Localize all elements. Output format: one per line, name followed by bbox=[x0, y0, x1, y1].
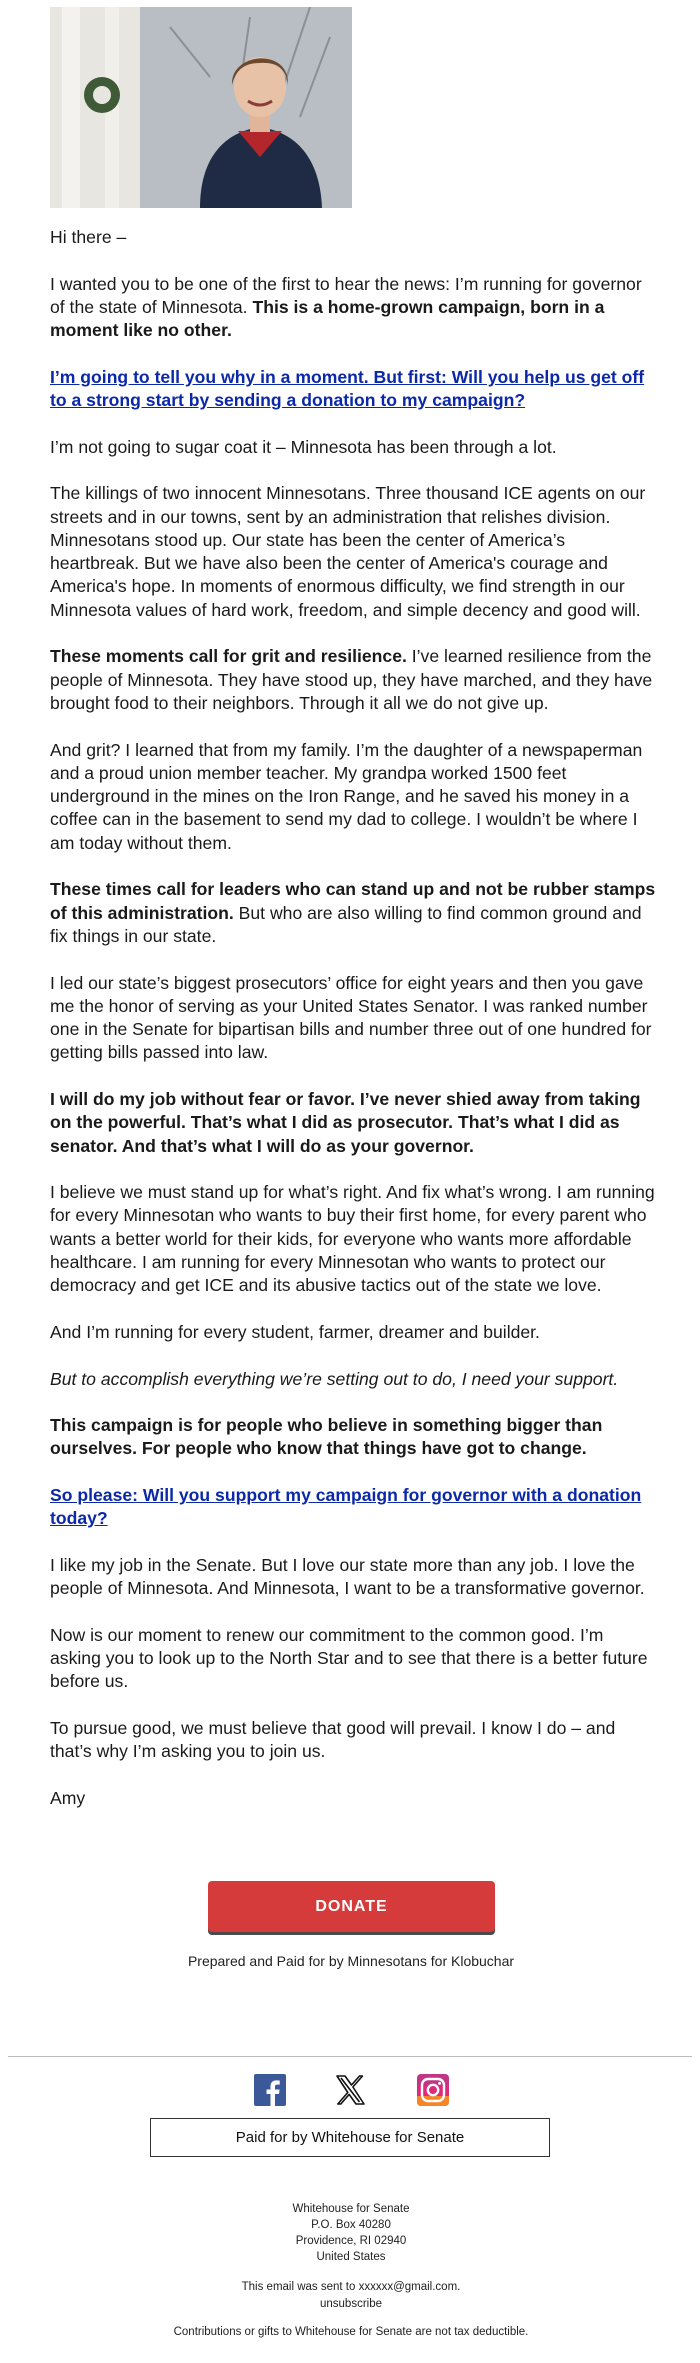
paragraph-1 bbox=[50, 273, 656, 343]
letter-body bbox=[50, 226, 656, 1833]
paragraph-7-text: But who are also willing to find common ground and fix things in our state. bbox=[50, 902, 642, 946]
address-line-4: United States bbox=[316, 2251, 386, 2263]
candidate-photo bbox=[50, 7, 352, 208]
paragraph-17: To pursue good, we must believe that good will prevail. I know I do – and that’s why I’m asking you to join us. bbox=[50, 1718, 616, 1762]
footer-divider bbox=[8, 2056, 692, 2057]
paragraph-10: I believe we must stand up for what’s right. And fix what’s wrong. I am running for every Minnesotan who wants to buy their first home, for every parent who wants a better world for their kids, for everyone who wants more affordable healthcare. I am running for every Minnesotan who wants to protect our democracy and get ICE and its abusive tactics out of the state we love. bbox=[50, 1182, 655, 1296]
signature: Amy bbox=[50, 1787, 86, 1808]
paragraph-13 bbox=[50, 1414, 656, 1461]
donate-button[interactable]: DONATE bbox=[208, 1881, 495, 1932]
paragraph-16: Now is our moment to renew our commitment to the common good. I’m asking you to look up to the North Star and to see that there is a better future before us. bbox=[50, 1624, 648, 1692]
paid-for-box: Paid for by Whitehouse for Senate bbox=[150, 2118, 550, 2157]
prepared-by-notice: Prepared and Paid for by Minnesotans for Klobuchar bbox=[187, 1953, 515, 1969]
address-line-2: P.O. Box 40280 bbox=[311, 2219, 391, 2231]
facebook-icon[interactable] bbox=[254, 2074, 286, 2106]
paragraph-9 bbox=[50, 1088, 656, 1158]
paragraph-5-text: I’ve learned resilience from the people of Minnesota. They have stood up, they have marched, and they have brought food to their neighbors. Through it all we do not give up. bbox=[50, 646, 653, 713]
paragraph-4: The killings of two innocent Minnesotans. Three thousand ICE agents on our streets and in our towns, sent by an administration that relishes division. Minnesotans stood up. Our state has been the center of America’s heartbreak. But we have also been the center of America's courage and America's hope. In moments of enormous difficulty, we find strength in our Minnesota values of hard work, freedom, and simple decency and good will. bbox=[50, 483, 646, 620]
paragraph-8: I led our state’s biggest prosecutors’ office for eight years and then you gave me the honor of serving as your United States Senator. I was ranked number one in the Senate for bipartisan bills and number three out of one hundred for getting bills passed into law. bbox=[50, 972, 652, 1063]
paragraph-1-bold: This is a home-grown campaign, born in a moment like no other. bbox=[50, 296, 605, 341]
paragraph-5 bbox=[50, 645, 656, 715]
paragraph-6: And grit? I learned that from my family. I’m the daughter of a newspaperman and a proud union member teacher. My grandpa worked 1500 feet underground in the mines on the Iron Range, and he saved his money in a coffee can in the basement to send my dad to college. I wouldn’t be where I am today without them. bbox=[50, 739, 643, 853]
paragraph-13-bold: This campaign is for people who believe in something bigger than ourselves. For people who know that things have got to change. bbox=[50, 1415, 603, 1459]
paragraph-14 bbox=[50, 1484, 656, 1531]
paragraph-1-text: I wanted you to be one of the first to hear the news: I’m running for governor of the state of Minnesota. bbox=[50, 273, 642, 317]
instagram-icon[interactable] bbox=[417, 2074, 449, 2106]
address-line-1: Whitehouse for Senate bbox=[292, 2203, 410, 2215]
paragraph-12 bbox=[50, 1368, 656, 1391]
recipient-notice bbox=[50, 2279, 652, 2313]
paragraph-9-bold: I will do my job without fear or favor. I’ve never shied away from taking on the powerful. That’s what I did as prosecutor. That’s what I did as senator. And that’s what I will do as your governor. bbox=[50, 1088, 641, 1156]
paragraph-3: I’m not going to sugar coat it – Minnesota has been through a lot. bbox=[50, 436, 557, 457]
mailing-address bbox=[50, 2201, 652, 2265]
donation-link-top[interactable]: I’m going to tell you why in a moment. But first: Will you help us get off to a strong start by sending a donation to my campaign? bbox=[50, 366, 645, 411]
sent-to-text: This email was sent to xxxxxx@gmail.com. bbox=[241, 2281, 461, 2293]
greeting: Hi there – bbox=[50, 227, 127, 247]
x-icon[interactable] bbox=[334, 2074, 366, 2106]
paragraph-5-bold: These moments call for grit and resilience. bbox=[50, 646, 407, 667]
paragraph-7 bbox=[50, 878, 656, 948]
paragraph-7-bold: These times call for leaders who can stand up and not be rubber stamps of this administration. bbox=[50, 879, 656, 923]
tax-disclaimer: Contributions or gifts to Whitehouse for Senate are not tax deductible. bbox=[173, 2326, 529, 2338]
donation-link-bottom[interactable]: So please: Will you support my campaign for governor with a donation today? bbox=[50, 1485, 642, 1529]
unsubscribe-link[interactable]: unsubscribe bbox=[319, 2298, 382, 2310]
paragraph-2 bbox=[50, 366, 656, 413]
paragraph-11: And I’m running for every student, farmer, dreamer and builder. bbox=[50, 1321, 540, 1342]
address-line-3: Providence, RI 02940 bbox=[295, 2235, 407, 2247]
paragraph-12-italic: But to accomplish everything we’re setting out to do, I need your support. bbox=[50, 1368, 619, 1389]
paragraph-15: I like my job in the Senate. But I love our state more than any job. I love the people of Minnesota. And Minnesota, I want to be a transformative governor. bbox=[50, 1554, 645, 1599]
